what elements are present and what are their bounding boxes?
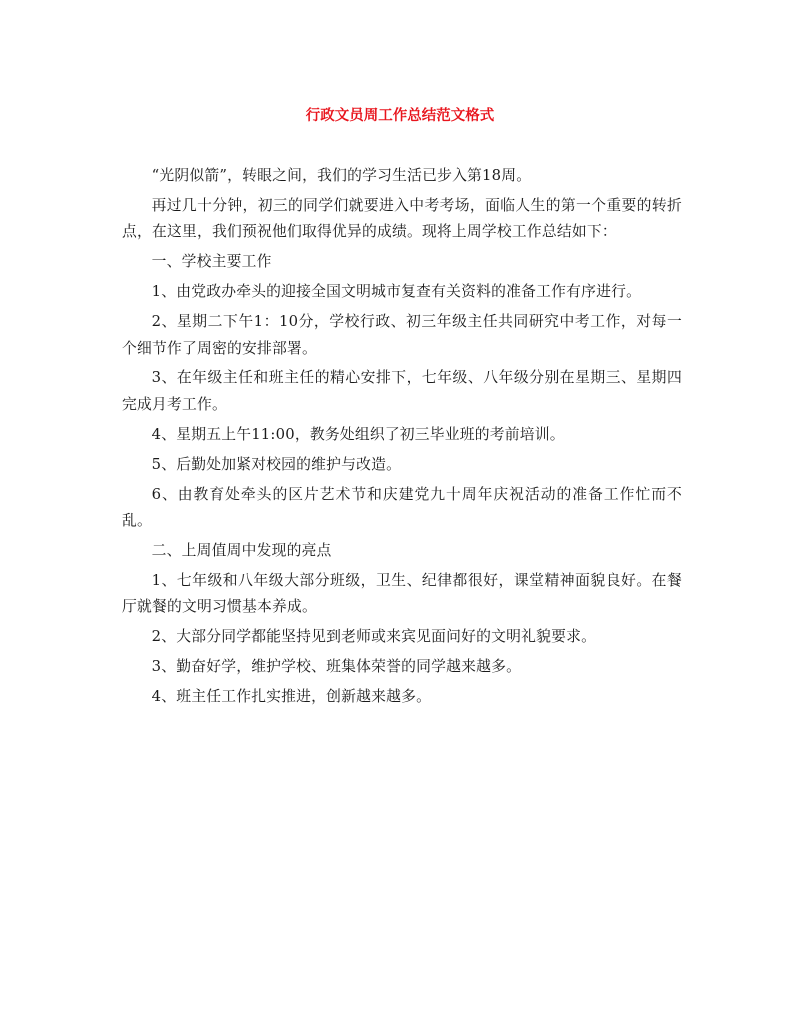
document-title: 行政文员周工作总结范文格式 [305,108,495,124]
list-item: 4、班主任工作扎实推进，创新越来越多。 [151,688,432,706]
list-item: 1、七年级和八年级大部分班级，卫生、纪律都很好，课堂精神面貌良好。在餐厅就餐的文明习惯基本养成。 [122,571,682,616]
section-heading-highlights: 二、上周值周中发现的亮点 [151,542,332,560]
list-item: 4、星期五上午11:00，教务处组织了初三毕业班的考前培训。 [151,425,565,443]
list-item: 5、后勤处加紧对校园的维护与改造。 [151,455,402,473]
list-item: 6、由教育处牵头的区片艺术节和庆建党九十周年庆祝活动的准备工作忙而不乱。 [122,485,682,530]
list-item: 1、由党政办牵头的迎接全国文明城市复查有关资料的准备工作有序进行。 [151,283,642,301]
document-body [122,163,682,714]
list-item: 3、勤奋好学，维护学校、班集体荣誉的同学越来越多。 [151,658,522,676]
paragraph-summary-lead: 再过几十分钟，初三的同学们就要进入中考考场，面临人生的第一个重要的转折点，在这里，我们预祝他们取得优异的成绩。现将上周学校工作总结如下： [122,196,682,241]
list-item: 2、星期二下午1：10分，学校行政、初三年级主任共同研究中考工作，对每一个细节作了周密的安排部署。 [122,313,682,357]
paragraph-intro: “光阴似箭”，转眼之间，我们的学习生活已步入第18周。 [151,167,532,184]
list-item: 3、在年级主任和班主任的精心安排下，七年级、八年级分别在星期三、星期四完成月考工作。 [122,369,682,413]
list-item: 2、大部分同学都能坚持见到老师或来宾见面问好的文明礼貌要求。 [151,628,597,646]
section-heading-main-work: 一、学校主要工作 [151,253,272,271]
